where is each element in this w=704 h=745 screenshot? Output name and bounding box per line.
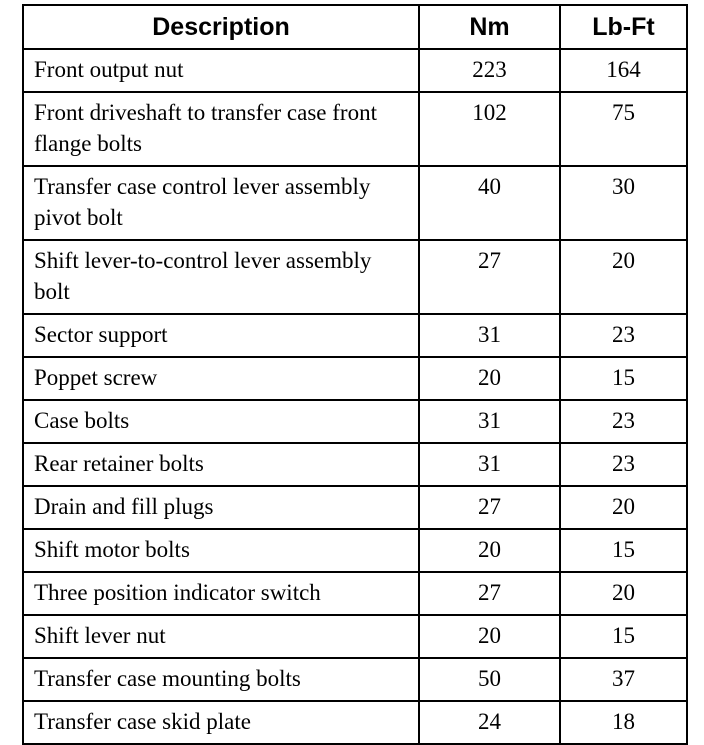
cell-nm: 31 xyxy=(419,314,560,357)
cell-nm: 27 xyxy=(419,240,560,314)
cell-lbft: 15 xyxy=(560,529,687,572)
cell-description: Poppet screw xyxy=(23,357,419,400)
cell-nm: 27 xyxy=(419,572,560,615)
cell-description: Shift motor bolts xyxy=(23,529,419,572)
cell-nm: 27 xyxy=(419,486,560,529)
cell-nm: 20 xyxy=(419,615,560,658)
cell-description: Front output nut xyxy=(23,49,419,92)
cell-lbft: 15 xyxy=(560,357,687,400)
cell-lbft: 37 xyxy=(560,658,687,701)
cell-nm: 223 xyxy=(419,49,560,92)
table-row xyxy=(23,166,687,240)
cell-lbft: 20 xyxy=(560,486,687,529)
cell-lbft: 75 xyxy=(560,92,687,166)
table-row xyxy=(23,314,687,357)
cell-description: Front driveshaft to transfer case front flange bolts xyxy=(23,92,419,166)
cell-description: Case bolts xyxy=(23,400,419,443)
header-description: Description xyxy=(23,5,419,49)
table-row xyxy=(23,658,687,701)
cell-nm: 24 xyxy=(419,701,560,744)
table-row xyxy=(23,701,687,744)
header-lbft: Lb-Ft xyxy=(560,5,687,49)
cell-description: Shift lever nut xyxy=(23,615,419,658)
cell-description: Drain and fill plugs xyxy=(23,486,419,529)
cell-nm: 20 xyxy=(419,357,560,400)
cell-description: Transfer case control lever assembly pivot bolt xyxy=(23,166,419,240)
cell-lbft: 23 xyxy=(560,443,687,486)
cell-nm: 31 xyxy=(419,443,560,486)
cell-nm: 40 xyxy=(419,166,560,240)
table-row xyxy=(23,92,687,166)
header-nm: Nm xyxy=(419,5,560,49)
cell-description: Transfer case skid plate xyxy=(23,701,419,744)
cell-nm: 20 xyxy=(419,529,560,572)
cell-description: Sector support xyxy=(23,314,419,357)
cell-lbft: 164 xyxy=(560,49,687,92)
cell-description: Shift lever-to-control lever assembly bolt xyxy=(23,240,419,314)
cell-nm: 102 xyxy=(419,92,560,166)
table-row xyxy=(23,400,687,443)
cell-lbft: 23 xyxy=(560,314,687,357)
cell-lbft: 20 xyxy=(560,572,687,615)
table-header-row xyxy=(23,5,687,49)
cell-lbft: 23 xyxy=(560,400,687,443)
cell-lbft: 20 xyxy=(560,240,687,314)
cell-description: Transfer case mounting bolts xyxy=(23,658,419,701)
cell-lbft: 30 xyxy=(560,166,687,240)
table-row xyxy=(23,529,687,572)
cell-nm: 31 xyxy=(419,400,560,443)
table-row xyxy=(23,443,687,486)
table-row xyxy=(23,240,687,314)
cell-nm: 50 xyxy=(419,658,560,701)
cell-lbft: 18 xyxy=(560,701,687,744)
torque-specification-table xyxy=(22,4,688,745)
cell-lbft: 15 xyxy=(560,615,687,658)
cell-description: Three position indicator switch xyxy=(23,572,419,615)
table-row xyxy=(23,572,687,615)
table-row xyxy=(23,357,687,400)
table-row xyxy=(23,615,687,658)
table-row xyxy=(23,486,687,529)
table-row xyxy=(23,49,687,92)
cell-description: Rear retainer bolts xyxy=(23,443,419,486)
